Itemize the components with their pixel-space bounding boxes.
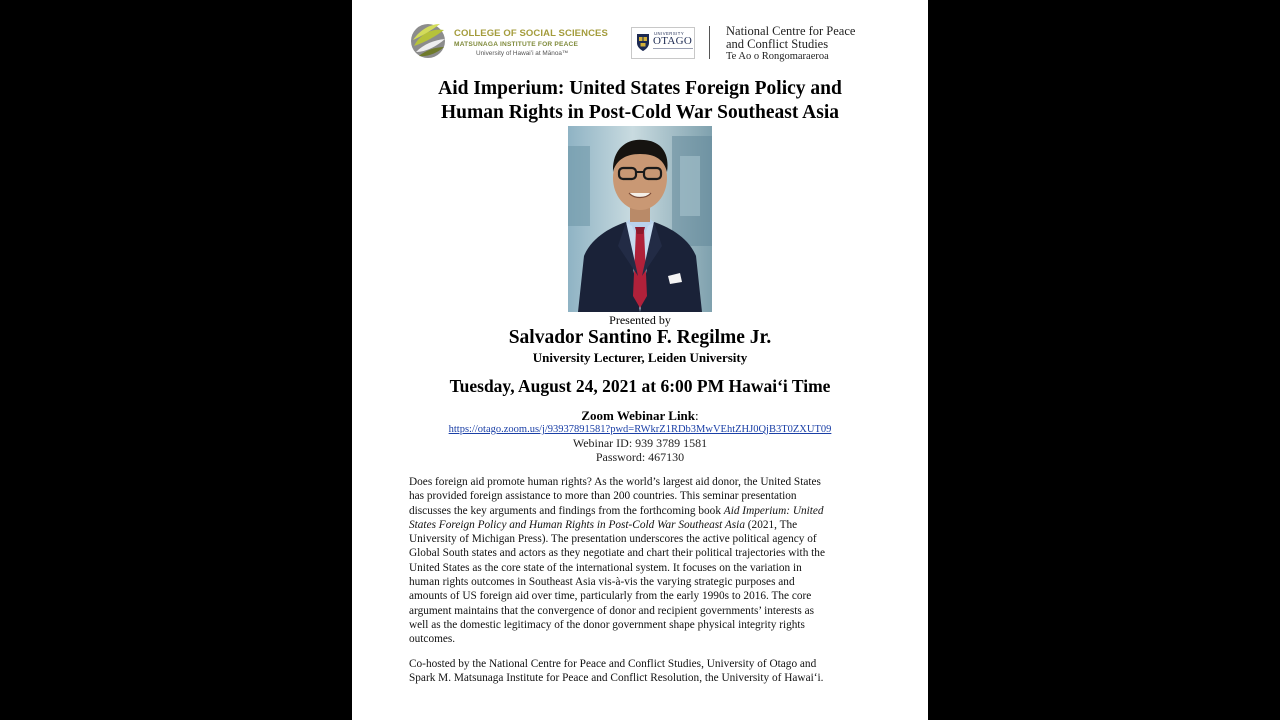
speaker-affiliation: University Lecturer, Leiden University [532, 350, 748, 365]
ncpacs-maori-name: Te Ao o Rongomaraeroa [726, 51, 829, 62]
abstract-line [409, 518, 869, 532]
cssi-text [454, 28, 614, 59]
zoom-heading-colon: : [695, 408, 699, 423]
event-title-line2: Human Rights in Post-Cold War Southeast Asia [440, 102, 840, 123]
college-social-sciences-logo [410, 18, 610, 64]
ncpacs-line2: and Conflict Studies [726, 36, 829, 51]
cssi-college-name: COLLEGE OF SOCIAL SCIENCES [454, 28, 608, 39]
abstract-line: United States as the core state of the international system. It focuses on the variation in [409, 561, 802, 574]
zoom-heading [352, 408, 928, 423]
abstract-text: discusses the key arguments and findings from the forthcoming book [409, 504, 724, 517]
event-title-line1: Aid Imperium: United States Foreign Policy and [438, 78, 842, 99]
abstract-line: amounts of US foreign aid over time, particularly from the early 1990s to 2016. The core [409, 590, 812, 603]
logo-divider [709, 26, 710, 59]
event-title [352, 77, 928, 125]
speaker-name: Salvador Santino F. Regilme Jr. [508, 327, 772, 348]
abstract-line: well as the domestic legitimacy of the donor government shape physical integrity rights [409, 618, 805, 631]
zoom-heading-label: Zoom Webinar Link [581, 408, 696, 423]
otago-shield-icon [636, 33, 650, 52]
cohost-paragraph [409, 657, 869, 686]
book-title-italic: States Foreign Policy and Human Rights in Post-Cold War Southeast Asia [409, 518, 745, 531]
speaker-portrait [568, 126, 712, 312]
leaf-emblem-icon [410, 20, 446, 60]
ncpacs-logo [726, 25, 926, 63]
otago-name-label: OTAGO [653, 35, 693, 47]
abstract-line: outcomes. [409, 633, 456, 646]
book-title-italic: Aid Imperium: United [723, 504, 824, 517]
abstract-line: has provided foreign assistance to more than 200 countries. This seminar presentation [409, 490, 797, 503]
cssi-university-name: University of Hawaiʻi at Mānoa™ [476, 50, 569, 57]
abstract-line: Does foreign aid promote human rights? As the world’s largest aid donor, the United States [409, 476, 821, 488]
abstract-line: argument maintains that the convergence of donor and recipient governments’ interests as [409, 604, 814, 617]
abstract-line [409, 504, 869, 518]
otago-logo [631, 27, 695, 59]
abstract-line: human rights outcomes in Southeast Asia vis-à-vis the varying strategic purposes and [409, 576, 795, 589]
abstract-line: University of Michigan Press). The presentation underscores the active political agency of [409, 533, 817, 546]
cssi-institute-name: MATSUNAGA INSTITUTE FOR PEACE [454, 41, 579, 48]
presented-by-label: Presented by [609, 313, 671, 327]
ncpacs-line1: National Centre for Peace [726, 24, 856, 38]
zoom-webinar-link[interactable]: https://otago.zoom.us/j/93937891581?pwd=RWkrZ1RDb3MwVEhtZHJ0QjB3T0ZXUT09 [448, 424, 832, 435]
webinar-password: Password: 467130 [595, 450, 685, 464]
abstract-paragraph [409, 475, 869, 647]
logo-header [352, 18, 928, 66]
flyer-page [352, 0, 928, 720]
cohost-line: Co-hosted by the National Centre for Peace and Conflict Studies, University of Otago and [409, 658, 817, 670]
webinar-id: Webinar ID: 939 3789 1581 [572, 436, 708, 450]
abstract-line: Global South states and actors as they negotiate and chart their political trajectories with the [409, 547, 825, 560]
abstract-text: (2021, The [744, 518, 798, 531]
cohost-line: Spark M. Matsunaga Institute for Peace and Conflict Resolution, the University of Hawaiʻi. [409, 672, 824, 685]
otago-university-label: UNIVERSITY [654, 31, 685, 36]
event-datetime: Tuesday, August 24, 2021 at 6:00 PM Hawaiʻi Time [449, 376, 831, 396]
otago-subtitle-rule [653, 48, 693, 55]
